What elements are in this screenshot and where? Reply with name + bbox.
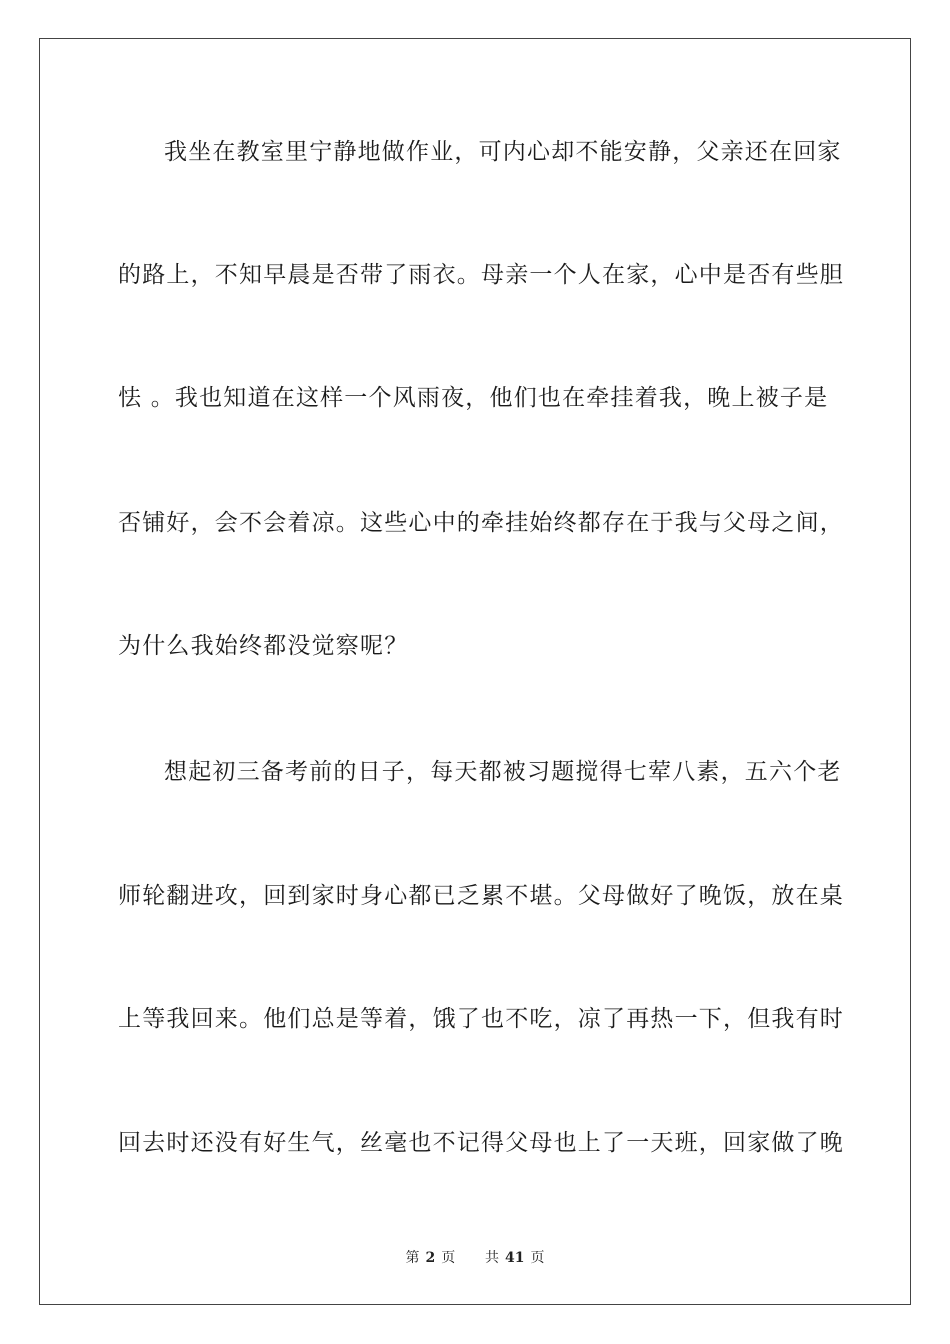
page-number: 2 [425, 1250, 436, 1266]
total-suffix: 页 [530, 1250, 545, 1266]
paragraph-1-line-2: 的路上，不知早晨是否带了雨衣。母亲一个人在家，心中是否有些胆 [118, 262, 844, 288]
total-pages: 41 [505, 1250, 525, 1266]
paragraph-2-line-3: 上等我回来。他们总是等着，饿了也不吃，凉了再热一下，但我有时 [118, 1006, 844, 1032]
page-footer [0, 1247, 950, 1267]
page-suffix: 页 [441, 1250, 456, 1266]
page-indicator [402, 1250, 458, 1266]
page-border [39, 38, 911, 1305]
paragraph-1-line-5: 为什么我始终都没觉察呢？ [118, 633, 409, 659]
total-pages-indicator [482, 1250, 547, 1266]
paragraph-2-line-1: 想起初三备考前的日子，每天都被习题搅得七荤八素，五六个老 [164, 759, 842, 785]
total-prefix: 共 [485, 1250, 500, 1266]
page-prefix: 第 [405, 1250, 420, 1266]
paragraph-1-line-4: 否铺好，会不会着凉。这些心中的牵挂始终都存在于我与父母之间， [118, 510, 844, 536]
paragraph-1-line-1: 我坐在教室里宁静地做作业，可内心却不能安静，父亲还在回家 [164, 139, 842, 165]
paragraph-2-line-4: 回去时还没有好生气，丝毫也不记得父母也上了一天班，回家做了晚 [118, 1130, 844, 1156]
paragraph-1-line-3: 怯 。我也知道在这样一个风雨夜，他们也在牵挂着我，晚上被子是 [118, 385, 829, 411]
paragraph-2-line-2: 师轮翻进攻，回到家时身心都已乏累不堪。父母做好了晚饭，放在桌 [118, 883, 844, 909]
